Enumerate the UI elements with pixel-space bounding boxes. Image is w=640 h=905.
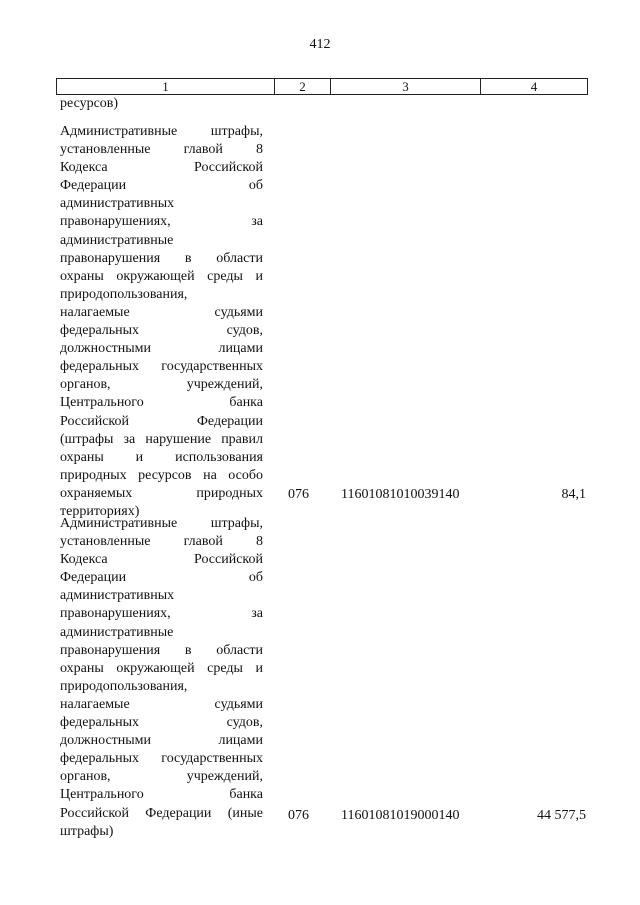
description-line: природопользования,: [60, 286, 188, 302]
description-line: административные: [60, 232, 174, 248]
row-description: [60, 515, 263, 841]
column-header-4: 4: [530, 79, 538, 94]
description-line: охраны окружающей среды и: [60, 660, 263, 676]
description-line: Административные штрафы,: [60, 124, 263, 139]
row-kbk-code: 11601081010039140: [341, 487, 460, 502]
continued-text: ресурсов): [60, 96, 119, 111]
description-line: Центрального банка: [60, 395, 263, 411]
description-line: Российской Федерации: [60, 413, 263, 429]
description-line: правонарушениях, за: [60, 214, 263, 230]
description-line: охраны окружающей среды и: [60, 268, 263, 284]
row-admin-code: 076: [288, 487, 309, 502]
row-amount: 84,1: [561, 487, 586, 502]
column-header-2: 2: [275, 79, 331, 94]
description-line: административных: [60, 588, 175, 604]
row-admin-code: 076: [288, 808, 309, 823]
description-line: Федерации об: [60, 570, 263, 586]
description-line: установленные главой 8: [60, 142, 263, 158]
row-kbk-code: 11601081019000140: [341, 808, 460, 823]
description-line: органов, учреждений,: [60, 377, 263, 393]
row-description: [60, 123, 263, 521]
description-line: правонарушения в области: [60, 642, 263, 658]
description-line: должностными лицами: [60, 341, 263, 357]
description-line: установленные главой 8: [60, 534, 263, 550]
description-line: природных ресурсов на особо: [60, 467, 263, 483]
description-line: правонарушениях, за: [60, 606, 263, 622]
description-line: Административные штрафы,: [60, 516, 263, 531]
description-line: органов, учреждений,: [60, 769, 263, 785]
description-line: федеральных государственных: [60, 751, 263, 767]
description-line: налагаемые судьями: [60, 304, 263, 320]
column-header-1: 1: [57, 79, 275, 94]
description-line: охраны и использования: [60, 449, 263, 465]
description-line: должностными лицами: [60, 733, 263, 749]
description-line: (штрафы за нарушение правил: [60, 431, 263, 447]
column-header-3: 3: [331, 79, 481, 94]
description-line: федеральных судов,: [60, 715, 263, 731]
table-header: [56, 78, 588, 95]
description-line: административных: [60, 196, 175, 212]
description-line: Центрального банка: [60, 787, 263, 803]
description-line: налагаемые судьями: [60, 696, 263, 712]
description-line: Кодекса Российской: [60, 160, 263, 176]
description-line: Кодекса Российской: [60, 552, 263, 568]
description-line: охраняемых природных: [60, 485, 263, 501]
description-line: федеральных судов,: [60, 323, 263, 339]
description-line: штрафы): [60, 823, 114, 839]
page-number: 412: [309, 37, 331, 52]
description-line: федеральных государственных: [60, 359, 263, 375]
description-line: территориях): [60, 503, 140, 519]
description-line: Российской Федерации (иные: [60, 805, 263, 821]
description-line: природопользования,: [60, 678, 188, 694]
description-line: административные: [60, 624, 174, 640]
description-line: Федерации об: [60, 178, 263, 194]
row-amount: 44 577,5: [537, 808, 586, 823]
description-line: правонарушения в области: [60, 250, 263, 266]
